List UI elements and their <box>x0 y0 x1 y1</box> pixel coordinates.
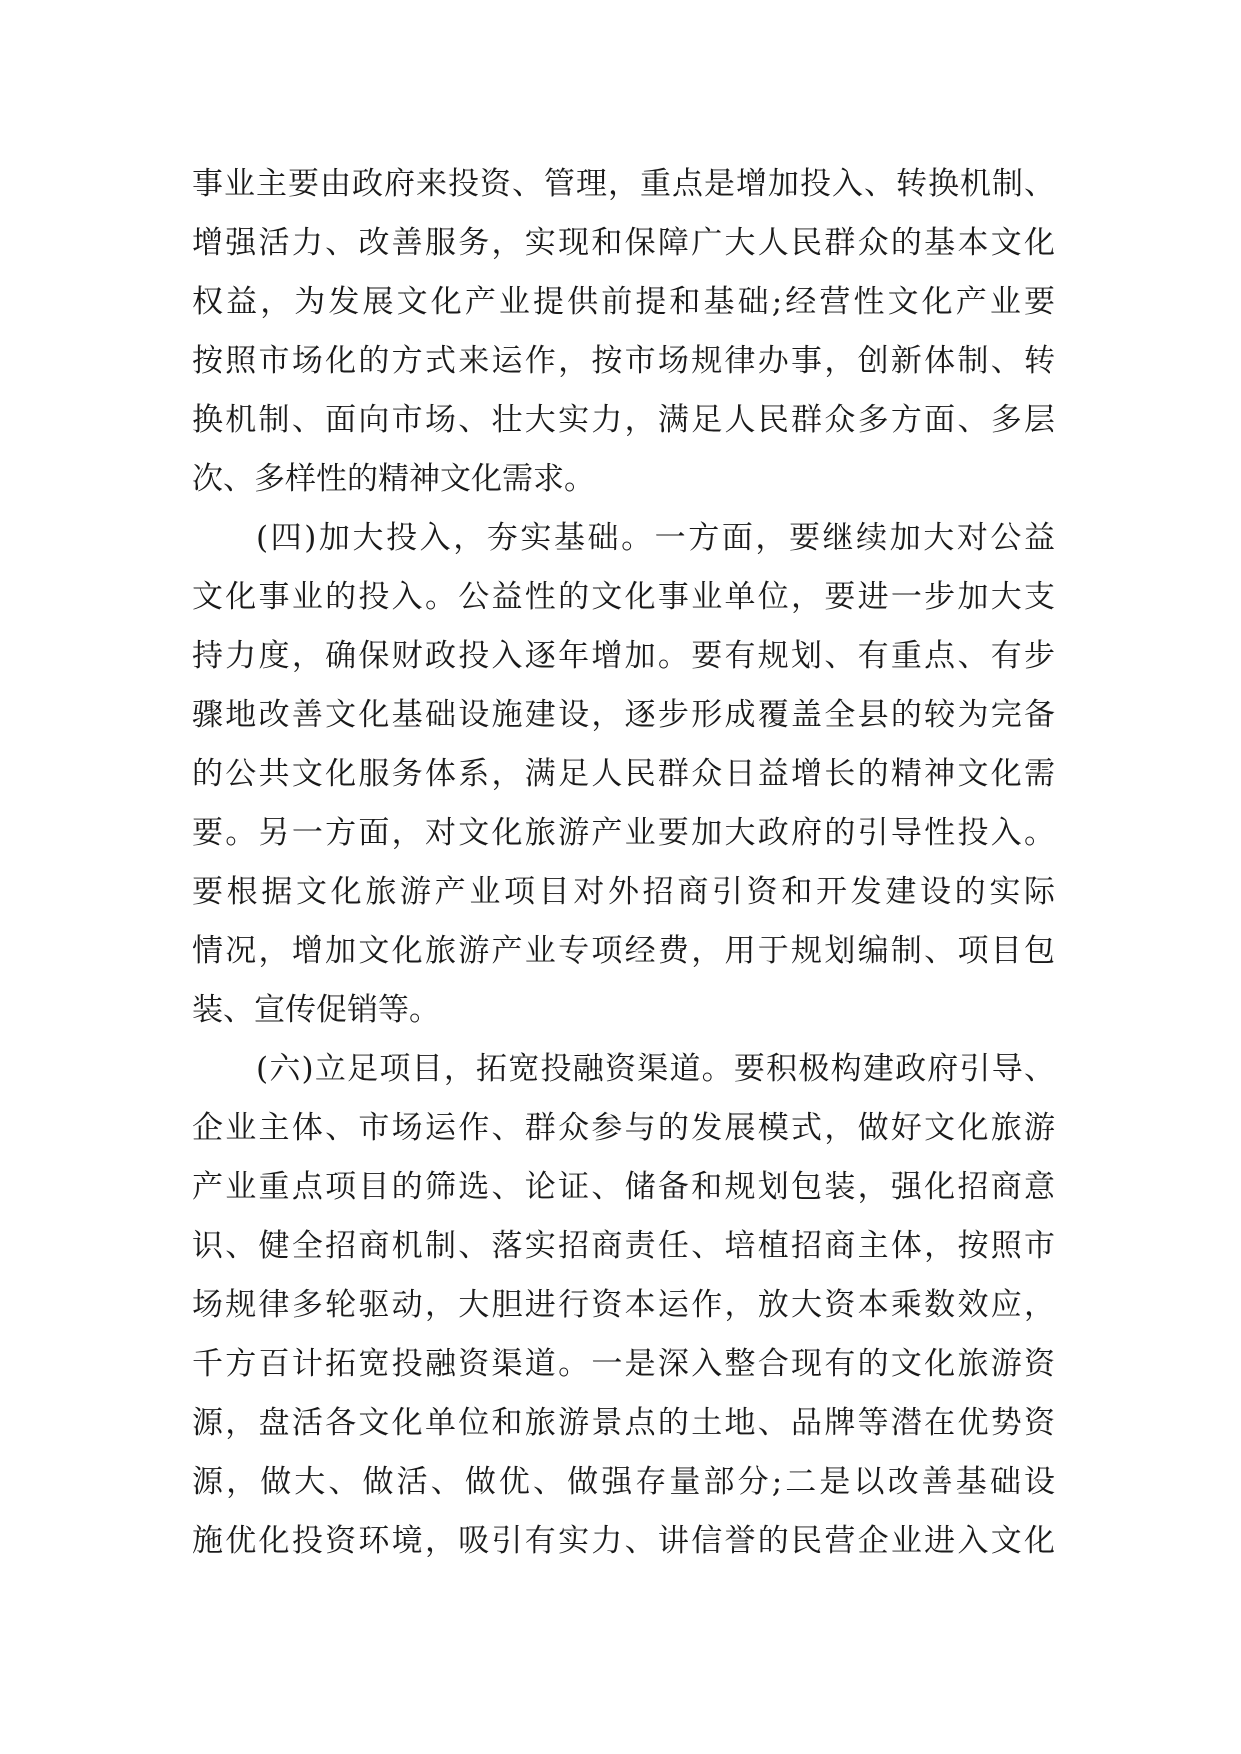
text-line: 事业主要由政府来投资、管理，重点是增加投入、转换机制、 <box>192 166 1055 202</box>
text-line: 施优化投资环境，吸引有实力、讲信誉的民营企业进入文化 <box>192 1523 1055 1559</box>
text-line: 装、宣传促销等。 <box>192 992 440 1028</box>
text-line: 产业重点项目的筛选、论证、储备和规划包装，强化招商意 <box>192 1169 1055 1205</box>
text-line: 文化事业的投入。公益性的文化事业单位，要进一步加大支 <box>192 579 1055 615</box>
text-line: 源，盘活各文化单位和旅游景点的土地、品牌等潜在优势资 <box>192 1405 1055 1441</box>
text-line: 千方百计拓宽投融资渠道。一是深入整合现有的文化旅游资 <box>192 1346 1055 1382</box>
text-line: 情况，增加文化旅游产业专项经费，用于规划编制、项目包 <box>192 933 1055 969</box>
text-line: (四)加大投入，夯实基础。一方面，要继续加大对公益 <box>256 520 1055 556</box>
text-line: 要。另一方面，对文化旅游产业要加大政府的引导性投入。 <box>192 815 1055 851</box>
text-line: 要根据文化旅游产业项目对外招商引资和开发建设的实际 <box>192 874 1055 910</box>
text-line: 源，做大、做活、做优、做强存量部分;二是以改善基础设 <box>192 1464 1055 1500</box>
paragraph-section-six <box>192 1040 1055 1571</box>
text-line: 骤地改善文化基础设施建设，逐步形成覆盖全县的较为完备 <box>192 697 1055 733</box>
text-line: (六)立足项目，拓宽投融资渠道。要积极构建政府引导、 <box>256 1051 1055 1087</box>
text-line: 权益，为发展文化产业提供前提和基础;经营性文化产业要 <box>192 284 1055 320</box>
text-line: 按照市场化的方式来运作，按市场规律办事，创新体制、转 <box>192 343 1055 379</box>
text-line: 企业主体、市场运作、群众参与的发展模式，做好文化旅游 <box>192 1110 1055 1146</box>
text-line: 的公共文化服务体系，满足人民群众日益增长的精神文化需 <box>192 756 1055 792</box>
paragraph-section-four <box>192 509 1055 1040</box>
text-line: 增强活力、改善服务，实现和保障广大人民群众的基本文化 <box>192 225 1055 261</box>
text-line: 持力度，确保财政投入逐年增加。要有规划、有重点、有步 <box>192 638 1055 674</box>
text-line: 次、多样性的精神文化需求。 <box>192 461 595 497</box>
text-line: 换机制、面向市场、壮大实力，满足人民群众多方面、多层 <box>192 402 1055 438</box>
document-body <box>192 155 1055 1571</box>
paragraph-continuation <box>192 155 1055 509</box>
text-line: 场规律多轮驱动，大胆进行资本运作，放大资本乘数效应， <box>192 1287 1055 1323</box>
text-line: 识、健全招商机制、落实招商责任、培植招商主体，按照市 <box>192 1228 1055 1264</box>
